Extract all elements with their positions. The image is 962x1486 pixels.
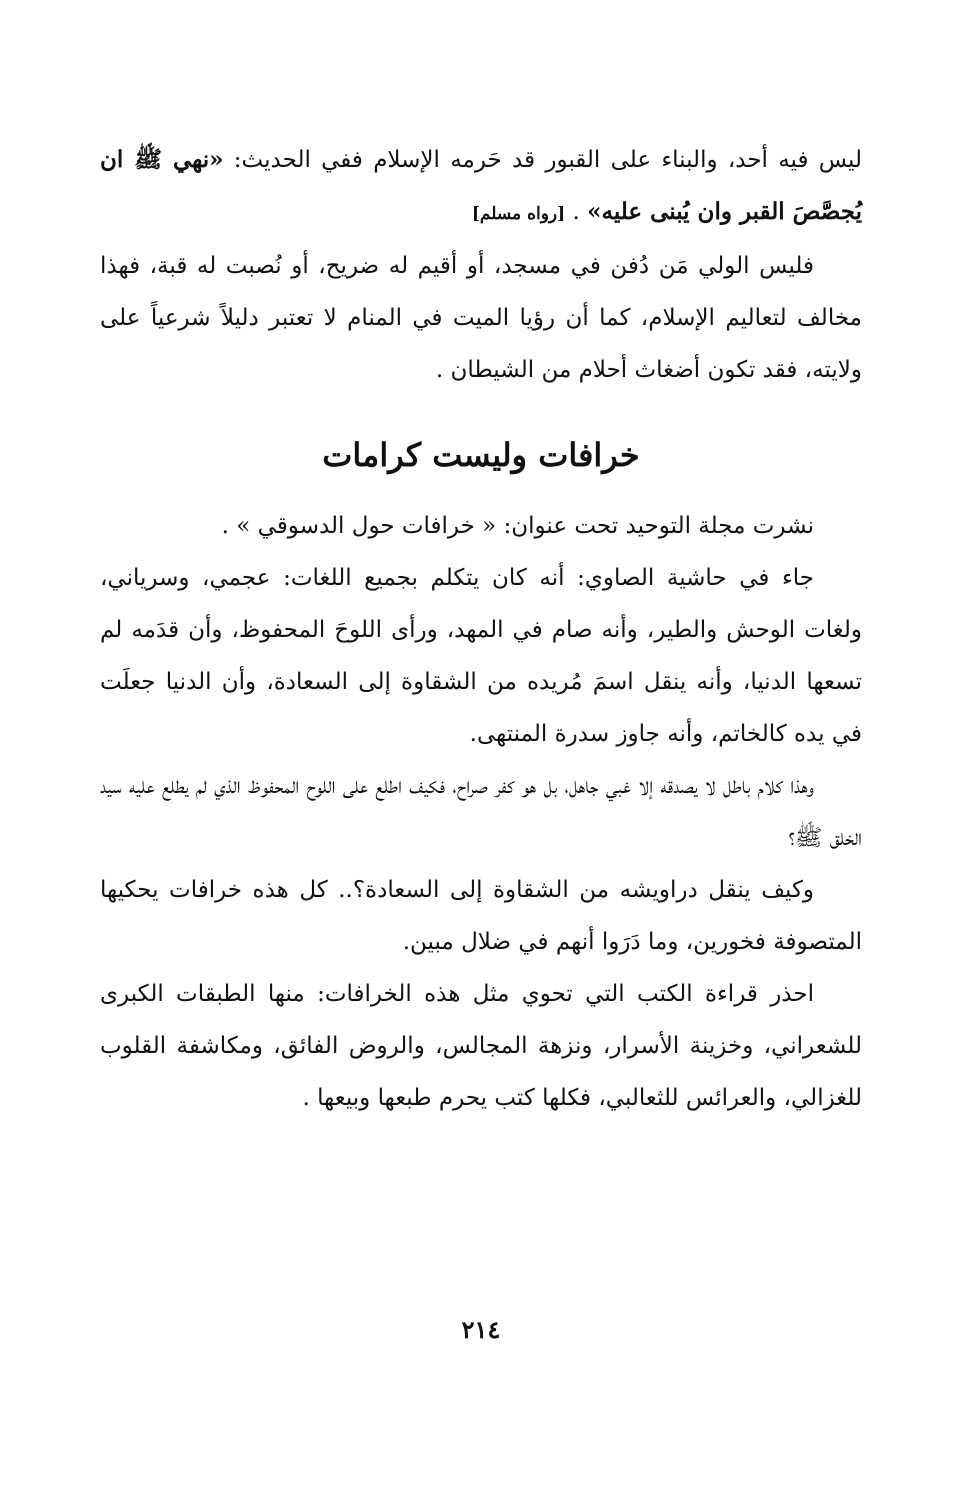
paragraph-refutation: وهذا كلام باطل لا يصدقه إلا غبي جاهل، بل هو كفر صراح، فكيف اطلع على اللوح المحفوظ الذي لم يطلع عليه سيد الخلق ﷺ؟ bbox=[100, 773, 862, 851]
hadith-reference: [رواه مسلم] bbox=[471, 204, 566, 224]
hadith-paragraph bbox=[100, 134, 862, 240]
section-heading: خرافات وليست كرامات bbox=[322, 436, 640, 474]
wali-paragraph: فليس الولي مَن دُفن في مسجد، أو أقيم له ضريح، أو نُصبت له قبة، فهذا مخالف لتعاليم الإسلام، كما أن رؤيا الميت في المنام لا تعتبر دليلاً شرعياً على ولايته، فقد تكون أضغاث أحلام من الشيطان . bbox=[100, 253, 862, 383]
hadith-separator: . bbox=[565, 199, 588, 225]
paragraph-warning: احذر قراءة الكتب التي تحوي مثل هذه الخرافات: منها الطبقات الكبرى للشعراني، وخزينة الأسرار، ونزهة المجالس، والروض الفائق، ومكاشفة القلوب للغزالي، والعرائس للثعالبي، فكلها كتب يحرم طبعها وبيعها . bbox=[100, 981, 862, 1111]
main-section bbox=[100, 500, 862, 1124]
hadith-intro-text: ليس فيه أحد، والبناء على القبور قد حَرمه الإسلام ففي الحديث: bbox=[223, 147, 862, 173]
paragraph-magazine: نشرت مجلة التوحيد تحت عنوان: « خرافات حول الدسوقي » . bbox=[221, 513, 814, 539]
paragraph-dervishes: وكيف ينقل دراويشه من الشقاوة إلى السعادة؟.. كل هذه خرافات يحكيها المتصوفة فخورين، وما دَرَوا أنهم في ضلال مبين. bbox=[100, 877, 862, 955]
page-number: ٢١٤ bbox=[461, 1315, 501, 1344]
hadith-quote: «نهي ﷺ ان يُجصَّصَ القبر وان يُبنى عليه» bbox=[100, 146, 862, 225]
paragraph-hashiya: جاء في حاشية الصاوي: أنه كان يتكلم بجميع اللغات: عجمي، وسرياني، ولغات الوحش والطير، وأنه صام في المهد، ورأى اللوحَ المحفوظ، وأن قدَمه لم تسعها الدنيا، وأنه ينقل اسمَ مُريده من الشقاوة إلى السعادة، وأن الدنيا جعلَت في يده كالخاتم، وأنه جاوز سدرة المنتهى. bbox=[100, 565, 862, 747]
top-section bbox=[100, 134, 862, 396]
